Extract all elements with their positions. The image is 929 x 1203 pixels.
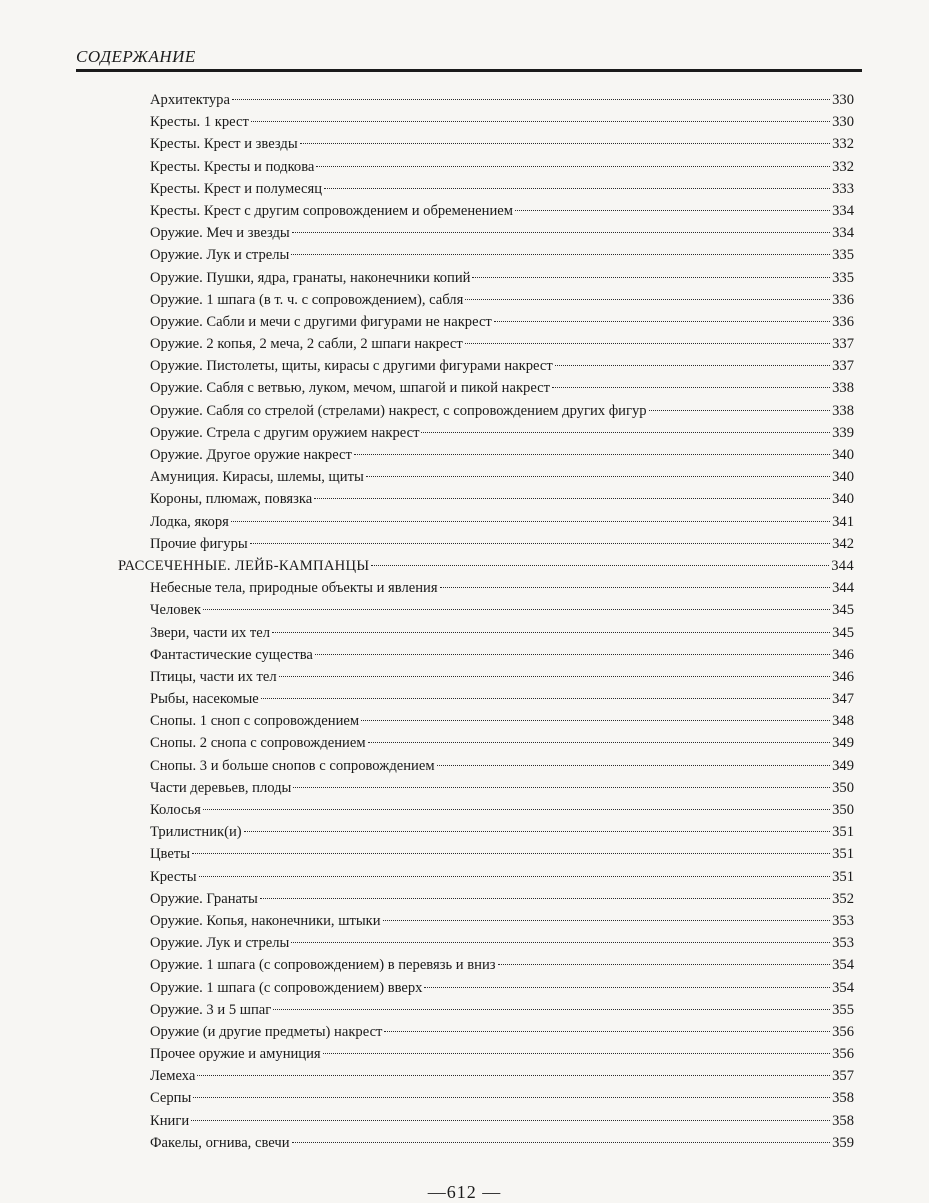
toc-entry-page: 338 xyxy=(832,402,854,419)
toc-entry-page: 351 xyxy=(832,846,854,863)
toc-entry-page: 339 xyxy=(832,424,854,441)
toc-entry xyxy=(150,400,854,422)
toc-entry xyxy=(150,289,854,311)
toc-entry-page: 340 xyxy=(832,447,854,463)
dot-leader xyxy=(192,853,830,854)
toc-entry xyxy=(150,466,854,488)
toc-entry xyxy=(150,999,854,1021)
toc-entry-label: Кресты. Крест и полумесяц xyxy=(150,180,323,197)
toc-entry xyxy=(150,577,854,599)
toc-entry-label: Колосья xyxy=(150,802,201,818)
dot-leader xyxy=(191,1120,830,1121)
page-header: СОДЕРЖАНИЕ xyxy=(76,47,196,66)
toc-entry-page: 346 xyxy=(832,668,854,685)
toc-entry xyxy=(150,932,854,954)
toc-entry xyxy=(150,244,854,266)
toc-entry-page: 344 xyxy=(832,580,854,597)
toc-entry-page: 334 xyxy=(832,225,854,242)
dot-leader xyxy=(368,742,831,743)
toc-entry-page: 349 xyxy=(832,757,854,774)
toc-entry-page: 344 xyxy=(831,557,854,574)
toc-entry-label: Части деревьев, плоды xyxy=(150,779,292,796)
toc-entry-label: Книги xyxy=(150,1112,190,1129)
toc-entry-label: Небесные тела, природные объекты и явления xyxy=(150,580,438,597)
page-number: —612 — xyxy=(427,1182,502,1202)
dot-leader xyxy=(555,365,830,366)
toc-entry-page: 355 xyxy=(832,1001,854,1018)
toc-entry-page: 345 xyxy=(832,624,854,641)
toc-entry-label: Оружие. 1 шпага (в т. ч. с сопровождением), сабля xyxy=(150,291,464,308)
toc-entry xyxy=(150,888,854,910)
dot-leader xyxy=(261,698,830,699)
dot-leader xyxy=(371,565,829,566)
toc-entry-label: Оружие. Гранаты xyxy=(150,890,258,907)
toc-entry xyxy=(150,777,854,799)
toc-entry-page: 337 xyxy=(832,336,854,353)
toc-entry xyxy=(150,156,854,178)
dot-leader xyxy=(494,321,830,322)
toc-entry-page: 358 xyxy=(832,1090,854,1107)
dot-leader xyxy=(649,410,831,411)
toc-entry-label: Фантастические существа xyxy=(150,646,313,663)
dot-leader xyxy=(292,232,830,233)
dot-leader xyxy=(383,920,831,921)
dot-leader xyxy=(203,809,830,810)
toc-entry-label: Оружие. Сабля с ветвью, луком, мечом, шпагой и пикой накрест xyxy=(150,380,551,397)
toc-entry-label: Снопы. 3 и больше снопов с сопровождением xyxy=(150,757,435,774)
toc-entry xyxy=(150,710,854,732)
dot-leader xyxy=(384,1031,830,1032)
toc-entry xyxy=(150,1043,854,1065)
toc-entry-page: 354 xyxy=(832,979,854,996)
toc-entry-label: Оружие. 1 шпага (с сопровождением) в перевязь и вниз xyxy=(150,957,496,974)
toc-entry-label: Кресты. Крест с другим сопровождением и обременением xyxy=(150,202,513,219)
toc-entry-label: Кресты. Кресты и подкова xyxy=(150,158,315,175)
toc-entry xyxy=(150,799,854,821)
toc-entry xyxy=(150,666,854,688)
toc-entry-label: Оружие. Лук и стрелы xyxy=(150,935,290,952)
dot-leader xyxy=(199,876,831,877)
dot-leader xyxy=(366,476,830,477)
toc-entry-label: Оружие. Пистолеты, щиты, кирасы с другими фигурами накрест xyxy=(150,358,553,375)
toc-entry xyxy=(150,488,854,510)
dot-leader xyxy=(498,964,831,965)
toc-entry xyxy=(150,954,854,976)
toc-entry-label: Оружие. Меч и звезды xyxy=(150,225,290,242)
toc-entry-page: 330 xyxy=(832,114,854,131)
dot-leader xyxy=(272,632,830,633)
dot-leader xyxy=(231,521,830,522)
dot-leader xyxy=(323,1053,830,1054)
toc-entry xyxy=(150,1087,854,1109)
toc-entry xyxy=(150,1065,854,1087)
dot-leader xyxy=(293,787,830,788)
toc-entry xyxy=(150,1021,854,1043)
toc-entry-page: 358 xyxy=(832,1112,854,1129)
toc-entry-page: 351 xyxy=(832,824,854,841)
toc-entry xyxy=(150,688,854,710)
toc-entry-label: Оружие. Сабля со стрелой (стрелами) накрест, с сопровождением других фигур xyxy=(150,402,647,419)
toc-entry-label: Лемеха xyxy=(150,1068,196,1085)
toc-entry xyxy=(150,755,854,777)
toc-entry xyxy=(150,644,854,666)
toc-entry-label: Факелы, огнива, свечи xyxy=(150,1134,290,1151)
toc-entry-page: 347 xyxy=(832,691,854,708)
toc-entry-label: Кресты xyxy=(150,868,197,885)
toc-entry xyxy=(150,422,854,444)
dot-leader xyxy=(424,987,830,988)
toc-entry-page: 345 xyxy=(832,602,854,619)
toc-entry-label: РАССЕЧЕННЫЕ. ЛЕЙБ-КАМПАНЦЫ xyxy=(118,557,370,574)
toc-entry-page: 333 xyxy=(832,180,854,197)
toc-section-heading xyxy=(118,555,854,577)
toc-entry-label: Рыбы, насекомые xyxy=(150,691,259,708)
dot-leader xyxy=(472,277,830,278)
toc-entry-page: 350 xyxy=(832,802,854,818)
toc-entry xyxy=(150,355,854,377)
toc-entry xyxy=(150,977,854,999)
dot-leader xyxy=(465,299,830,300)
toc-entry-page: 359 xyxy=(832,1134,854,1151)
toc-entry xyxy=(150,333,854,355)
toc-entry-label: Оружие. Пушки, ядра, гранаты, наконечники копий xyxy=(150,269,471,286)
dot-leader xyxy=(260,898,830,899)
toc-entry-page: 334 xyxy=(832,202,854,219)
toc-entry-label: Снопы. 1 сноп с сопровождением xyxy=(150,713,360,730)
toc-entry-page: 335 xyxy=(832,269,854,286)
toc-entry-label: Прочее оружие и амуниция xyxy=(150,1046,321,1063)
toc-entry xyxy=(150,910,854,932)
dot-leader xyxy=(421,432,830,433)
toc-entry xyxy=(150,866,854,888)
toc-entry xyxy=(150,533,854,555)
toc-entry xyxy=(150,843,854,865)
toc-entry-label: Кресты. 1 крест xyxy=(150,114,249,131)
toc-entry xyxy=(150,267,854,289)
toc-entry xyxy=(150,377,854,399)
toc-entry xyxy=(150,133,854,155)
dot-leader xyxy=(315,654,830,655)
toc-entry-page: 335 xyxy=(832,247,854,264)
toc-entry xyxy=(150,111,854,133)
dot-leader xyxy=(291,254,830,255)
toc-entry-page: 336 xyxy=(832,313,854,330)
dot-leader xyxy=(203,609,830,610)
toc-entry-page: 348 xyxy=(832,713,854,730)
toc-entry-label: Оружие. Сабли и мечи с другими фигурами не накрест xyxy=(150,313,492,330)
toc-entry-label: Короны, плюмаж, повязка xyxy=(150,491,313,508)
toc-entry-label: Оружие. Стрела с другим оружием накрест xyxy=(150,424,420,441)
toc-entry-label: Оружие (и другие предметы) накрест xyxy=(150,1023,383,1040)
dot-leader xyxy=(316,166,830,167)
toc-entry-page: 341 xyxy=(832,513,854,530)
toc-entry-page: 332 xyxy=(832,158,854,175)
toc-entry-page: 351 xyxy=(832,868,854,885)
toc-entry xyxy=(150,1132,854,1154)
toc-entry-page: 338 xyxy=(832,380,854,397)
toc-entry-page: 353 xyxy=(832,935,854,952)
dot-leader xyxy=(314,498,830,499)
toc-entry xyxy=(150,200,854,222)
dot-leader xyxy=(515,210,830,211)
toc-entry-page: 340 xyxy=(832,491,854,508)
toc-entry xyxy=(150,732,854,754)
toc-entry-page: 332 xyxy=(832,136,854,153)
toc-entry-label: Птицы, части их тел xyxy=(150,668,277,685)
toc-entry xyxy=(150,222,854,244)
toc-entry-label: Звери, части их тел xyxy=(150,624,271,641)
toc-entry-label: Архитектура xyxy=(150,92,230,108)
dot-leader xyxy=(324,188,830,189)
toc-entry xyxy=(150,1110,854,1132)
toc-entry xyxy=(150,178,854,200)
dot-leader xyxy=(232,99,830,100)
toc-entry xyxy=(150,311,854,333)
toc-entry-page: 356 xyxy=(832,1023,854,1040)
dot-leader xyxy=(250,543,830,544)
header-rule xyxy=(76,69,862,72)
toc-entry-page: 354 xyxy=(832,957,854,974)
toc-entry-page: 336 xyxy=(832,291,854,308)
toc-entry xyxy=(150,89,854,111)
toc-entry-label: Серпы xyxy=(150,1090,192,1107)
toc-entry-page: 342 xyxy=(832,535,854,552)
toc-entry-label: Оружие. 3 и 5 шпаг xyxy=(150,1001,272,1018)
dot-leader xyxy=(354,454,830,455)
dot-leader xyxy=(552,387,830,388)
dot-leader xyxy=(197,1075,830,1076)
toc-entry-label: Оружие. 2 копья, 2 меча, 2 сабли, 2 шпаги накрест xyxy=(150,336,463,353)
toc-entry-page: 356 xyxy=(832,1046,854,1063)
dot-leader xyxy=(291,942,830,943)
toc-entry-label: Амуниция. Кирасы, шлемы, щиты xyxy=(150,469,364,486)
dot-leader xyxy=(440,587,831,588)
dot-leader xyxy=(244,831,830,832)
dot-leader xyxy=(300,143,830,144)
toc-entry-label: Кресты. Крест и звезды xyxy=(150,136,298,153)
toc-entry-label: Оружие. Лук и стрелы xyxy=(150,247,290,264)
toc-entry-page: 337 xyxy=(832,358,854,375)
toc-entry-label: Лодка, якоря xyxy=(150,513,229,530)
toc-entry-page: 330 xyxy=(832,92,854,108)
dot-leader xyxy=(361,720,830,721)
toc-entry-label: Цветы xyxy=(150,846,191,863)
toc-entry-label: Оружие. 1 шпага (с сопровождением) вверх xyxy=(150,979,423,996)
toc-entry-label: Оружие. Другое оружие накрест xyxy=(150,447,352,463)
toc-entry xyxy=(150,599,854,621)
toc-entry-label: Оружие. Копья, наконечники, штыки xyxy=(150,912,381,929)
toc-entry-page: 357 xyxy=(832,1068,854,1085)
dot-leader xyxy=(437,765,831,766)
toc-entry-page: 352 xyxy=(832,890,854,907)
dot-leader xyxy=(251,121,830,122)
dot-leader xyxy=(279,676,830,677)
toc-entry-page: 349 xyxy=(832,735,854,752)
toc-entry-label: Трилистник(и) xyxy=(150,824,242,841)
toc-entry xyxy=(150,821,854,843)
dot-leader xyxy=(193,1097,830,1098)
toc-entry-page: 353 xyxy=(832,912,854,929)
toc-entry-label: Человек xyxy=(150,602,201,619)
toc-entry xyxy=(150,622,854,644)
toc-entry-label: Снопы. 2 снопа с сопровождением xyxy=(150,735,366,752)
dot-leader xyxy=(273,1009,830,1010)
toc-entry xyxy=(150,511,854,533)
toc-entry-label: Прочие фигуры xyxy=(150,535,248,552)
toc-entry-page: 340 xyxy=(832,469,854,486)
dot-leader xyxy=(465,343,830,344)
toc-entry-page: 350 xyxy=(832,779,854,796)
toc-entry-page: 346 xyxy=(832,646,854,663)
dot-leader xyxy=(292,1142,831,1143)
table-of-contents xyxy=(0,89,929,1154)
toc-entry xyxy=(150,444,854,466)
